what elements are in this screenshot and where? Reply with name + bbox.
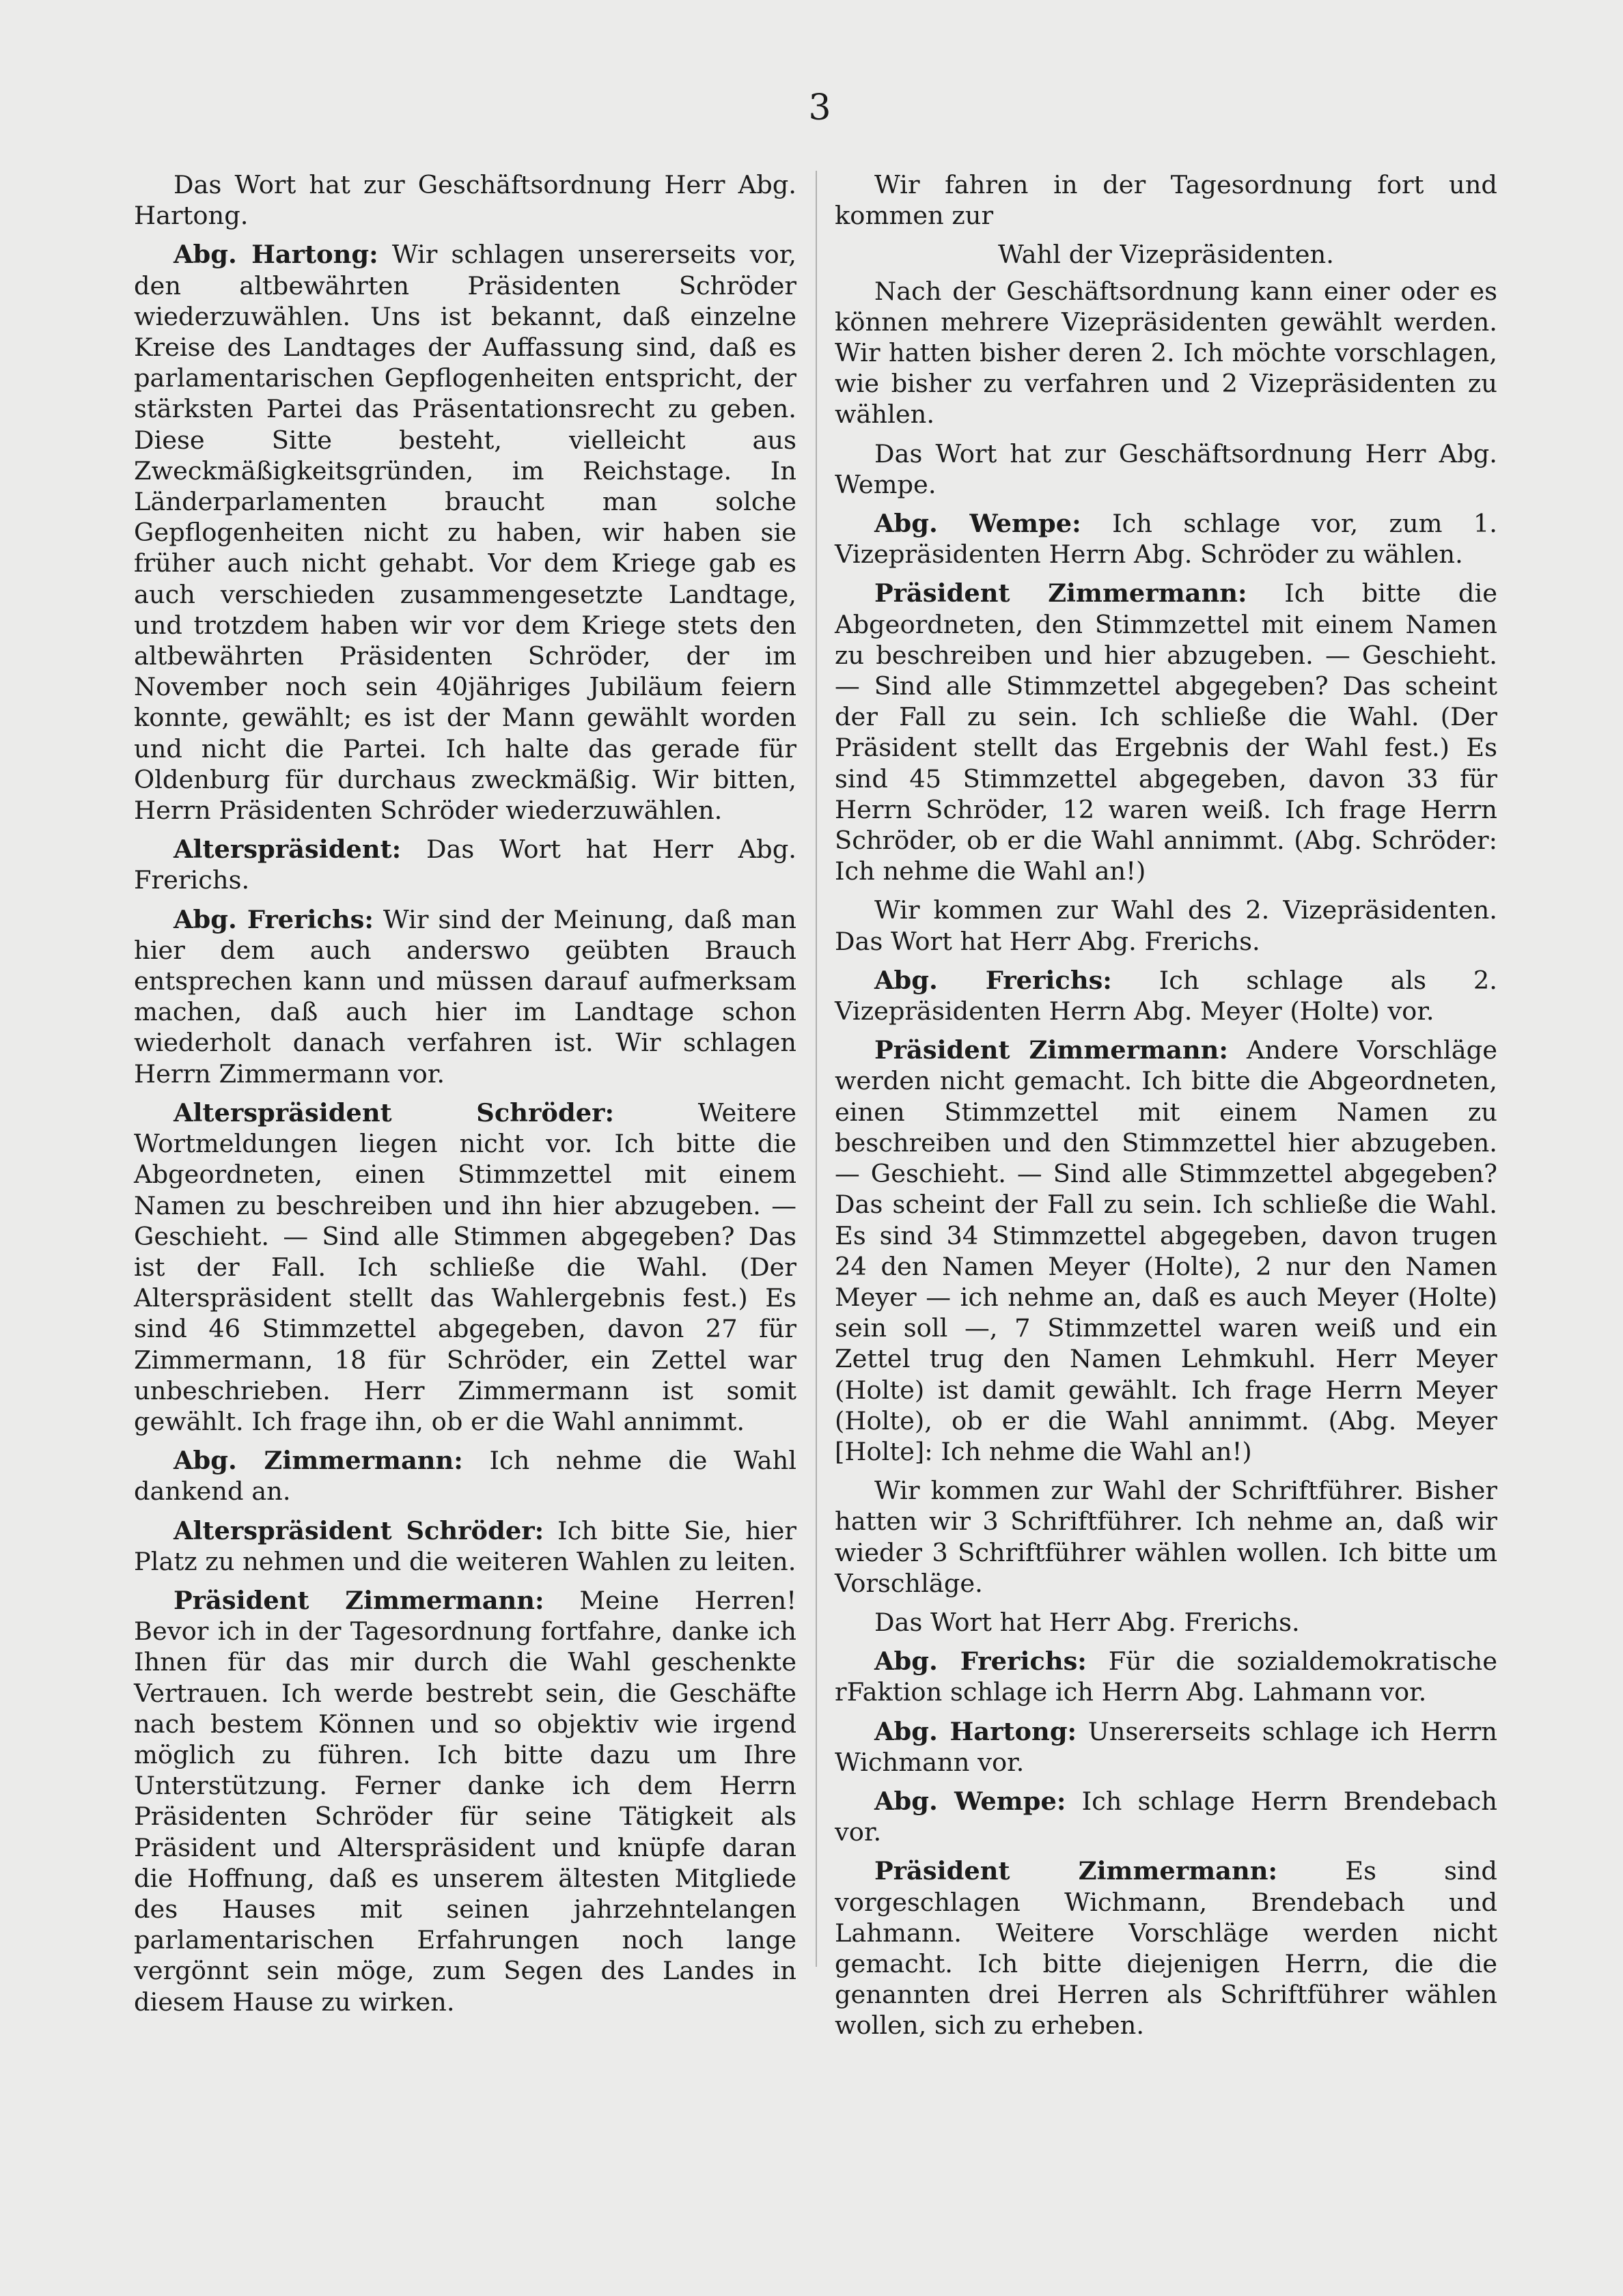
paragraph	[835, 1716, 1497, 1778]
paragraph-text: Wahl der Vizepräsidenten.	[998, 240, 1334, 270]
paragraph-text: Für die sozialdemokratische rFaktion schlage ich Herrn Abg. Lahmann vor.	[835, 1647, 1497, 1707]
paragraph-text: Das Wort hat Herr Abg. Frerichs.	[874, 1607, 1300, 1637]
paragraph	[835, 1475, 1497, 1599]
paragraph-text: Wir sind der Meinung, daß man hier dem auch anderswo geübten Brauch entsprechen kann und müssen darauf aufmerksam machen, daß auch hier im Landtage schon wiederholt danach verfahren ist. Wir schlagen Herrn Zimmermann vor.	[134, 904, 796, 1089]
paragraph	[835, 1035, 1497, 1467]
paragraph-text: Weitere Wortmeldungen liegen nicht vor. Ich bitte die Abgeordneten, einen Stimmzettel mit einem Namen zu beschreiben und ihn hier abzugeben. — Geschieht. — Sind alle Stimmen abgegeben? Das ist der Fall. Ich schließe die Wahl. (Der Alterspräsident stellt das Wahlergebnis fest.) Es sind 46 Stimmzettel abgegeben, davon 27 für Zimmermann, 18 für Schröder, ein Zettel war unbeschrieben. Herr Zimmermann ist somit gewählt. Ich frage ihn, ob er die Wahl annimmt.	[134, 1097, 797, 1436]
paragraph	[835, 1646, 1497, 1707]
paragraph	[134, 834, 796, 895]
paragraph-text: Ich nehme die Wahl dankend an.	[134, 1446, 796, 1507]
paragraph-text: Unsererseits schlage ich Herrn Wichmann vor.	[835, 1716, 1497, 1777]
paragraph-text: Meine Herren! Bevor ich in der Tagesordnung fortfahre, danke ich Ihnen für das mir durch die Wahl geschenkte Vertrauen. Ich werde bestrebt sein, die Geschäfte nach bestem Können und so objektiv wie irgend möglich zu führen. Ich bitte dazu um Ihre Unterstützung. Ferner danke ich dem Herrn Präsidenten Schröder für seine Tätigkeit als Präsident und Alterspräsident und knüpfe daran die Hoffnung, daß es unserem ältesten Mitgliede des Hauses mit seinen jahrzehntelangen parlamentarischen Erfahrungen noch lange vergönnt sein möge, zum Segen des Landes in diesem Hause zu wirken.	[134, 1585, 797, 2017]
paragraph	[835, 965, 1497, 1026]
speaker-name: Abg. Hartong:	[874, 1716, 1077, 1746]
paragraph	[835, 1856, 1497, 2041]
paragraph	[134, 1445, 796, 1507]
speaker-name: Präsident Zimmermann:	[874, 1856, 1278, 1886]
paragraph	[835, 169, 1497, 231]
paragraph	[134, 239, 796, 826]
paragraph-text: Ich schlage Herrn Brendebach vor.	[835, 1786, 1497, 1847]
paragraph	[134, 1515, 796, 1577]
paragraph	[835, 438, 1497, 500]
speaker-name: Abg. Frerichs:	[874, 964, 1112, 995]
speaker-name: Abg. Wempe:	[874, 1785, 1066, 1816]
left-column	[134, 169, 796, 2026]
paragraph-text: Ich schlage vor, zum 1. Vizepräsidenten Herrn Abg. Schröder zu wählen.	[835, 509, 1497, 570]
speaker-name: Präsident Zimmermann:	[174, 1584, 544, 1615]
speaker-name: Präsident Zimmermann:	[874, 1035, 1228, 1065]
paragraph	[835, 276, 1497, 430]
paragraph-text: Nach der Geschäftsordnung kann einer oder es können mehrere Vizepräsidenten gewählt werden. Wir hatten bisher deren 2. Ich möchte vorschlagen, wie bisher zu verfahren und 2 Vizepräsidenten zu wählen.	[835, 276, 1497, 430]
paragraph-text: Das Wort hat Herr Abg. Frerichs.	[134, 835, 796, 895]
paragraph-text: Wir kommen zur Wahl der Schriftführer. Bisher hatten wir 3 Schriftführer. Ich nehme an, daß wir wieder 3 Schriftführer wählen wollen. Ich bitte um Vorschläge.	[835, 1476, 1497, 1598]
paragraph-text: Das Wort hat zur Geschäftsordnung Herr Abg. Hartong.	[134, 170, 796, 231]
paragraph	[835, 578, 1497, 886]
paragraph	[835, 508, 1497, 570]
column-divider	[816, 171, 817, 1967]
speaker-name: Abg. Frerichs:	[874, 1646, 1087, 1677]
speaker-name: Präsident Zimmermann:	[874, 578, 1247, 608]
speaker-name: Alterspräsident Schröder:	[174, 1515, 544, 1545]
page-number: 3	[808, 87, 831, 128]
paragraph-text: Ich bitte die Abgeordneten, den Stimmzettel mit einem Namen zu beschreiben und hier abzugeben. — Geschieht. — Sind alle Stimmzettel abgegeben? Das scheint der Fall zu sein. Ich schließe die Wahl. (Der Präsident stellt das Ergebnis der Wahl fest.) Es sind 45 Stimmzettel abgegeben, davon 33 für Herrn Schröder, 12 waren weiß. Ich frage Herrn Schröder, ob er die Wahl annimmt. (Abg. Schröder: Ich nehme die Wahl an!)	[835, 578, 1498, 886]
paragraph-text: Ich bitte Sie, hier Platz zu nehmen und die weiteren Wahlen zu leiten.	[134, 1515, 796, 1576]
paragraph-text: Andere Vorschläge werden nicht gemacht. Ich bitte die Abgeordneten, einen Stimmzettel mit einem Namen zu beschreiben und den Stimmzettel hier abzugeben. — Geschieht. — Sind alle Stimmzettel abgegeben? Das scheint der Fall zu sein. Ich schließe die Wahl. Es sind 34 Stimmzettel abgegeben, davon trugen 24 den Namen Meyer (Holte), 2 nur den Namen Meyer — ich nehme an, daß es auch Meyer (Holte) sein soll —, 7 Stimmzettel waren weiß und ein Zettel trug den Namen Lehmkuhl. Herr Meyer (Holte) ist damit gewählt. Ich frage Herrn Meyer (Holte), ob er die Wahl annimmt. (Abg. Meyer [Holte]: Ich nehme die Wahl an!)	[835, 1035, 1498, 1466]
speaker-name: Alterspräsident Schröder:	[174, 1097, 615, 1128]
paragraph-text: Wir fahren in der Tagesordnung fort und kommen zur	[835, 170, 1497, 231]
speaker-name: Alterspräsident:	[174, 834, 402, 865]
paragraph	[134, 169, 796, 231]
paragraph-text: Wir kommen zur Wahl des 2. Vizepräsidenten. Das Wort hat Herr Abg. Frerichs.	[835, 895, 1497, 956]
speaker-name: Abg. Wempe:	[874, 508, 1081, 539]
paragraph	[835, 239, 1497, 270]
speaker-name: Abg. Hartong:	[174, 239, 378, 270]
paragraph	[134, 1585, 796, 2017]
paragraph-text: Das Wort hat zur Geschäftsordnung Herr Abg. Wempe.	[835, 438, 1497, 499]
speaker-name: Abg. Zimmermann:	[174, 1445, 463, 1476]
right-column	[835, 169, 1497, 2049]
paragraph-text: Wir schlagen unsererseits vor, den altbewährten Präsidenten Schröder wiederzuwählen. Uns ist bekannt, daß einzelne Kreise des Landtages der Auffassung sind, daß es parlamentarischen Gepflogenheiten entspricht, der stärksten Partei das Präsentationsrecht zu geben. Diese Sitte besteht, vielleicht aus Zweckmäßigkeitsgründen, im Reichstage. In Länderparlamenten braucht man solche Gepflogenheiten nicht zu haben, wir haben sie früher auch nicht gehabt. Vor dem Kriege gab es auch verschieden zusammengesetzte Landtage, und trotzdem haben wir vor dem Kriege stets den altbewährten Präsidenten Schröder, der im November noch sein 40jähriges Jubiläum feiern konnte, gewählt; es ist der Mann gewählt worden und nicht die Partei. Ich halte das gerade für Oldenburg für durchaus zweckmäßig. Wir bitten, Herrn Präsidenten Schröder wiederzuwählen.	[134, 240, 796, 826]
paragraph	[835, 1607, 1497, 1638]
paragraph-text: Es sind vorgeschlagen Wichmann, Brendebach und Lahmann. Weitere Vorschläge werden nicht gemacht. Ich bitte diejenigen Herrn, die die genannten drei Herren als Schriftführer wählen wollen, sich zu erheben.	[835, 1856, 1497, 2041]
paragraph	[134, 904, 796, 1089]
paragraph-text: Ich schlage als 2. Vizepräsidenten Herrn Abg. Meyer (Holte) vor.	[835, 965, 1497, 1026]
paragraph	[134, 1097, 796, 1437]
paragraph	[835, 1786, 1497, 1847]
paragraph	[835, 895, 1497, 956]
speaker-name: Abg. Frerichs:	[174, 904, 374, 934]
